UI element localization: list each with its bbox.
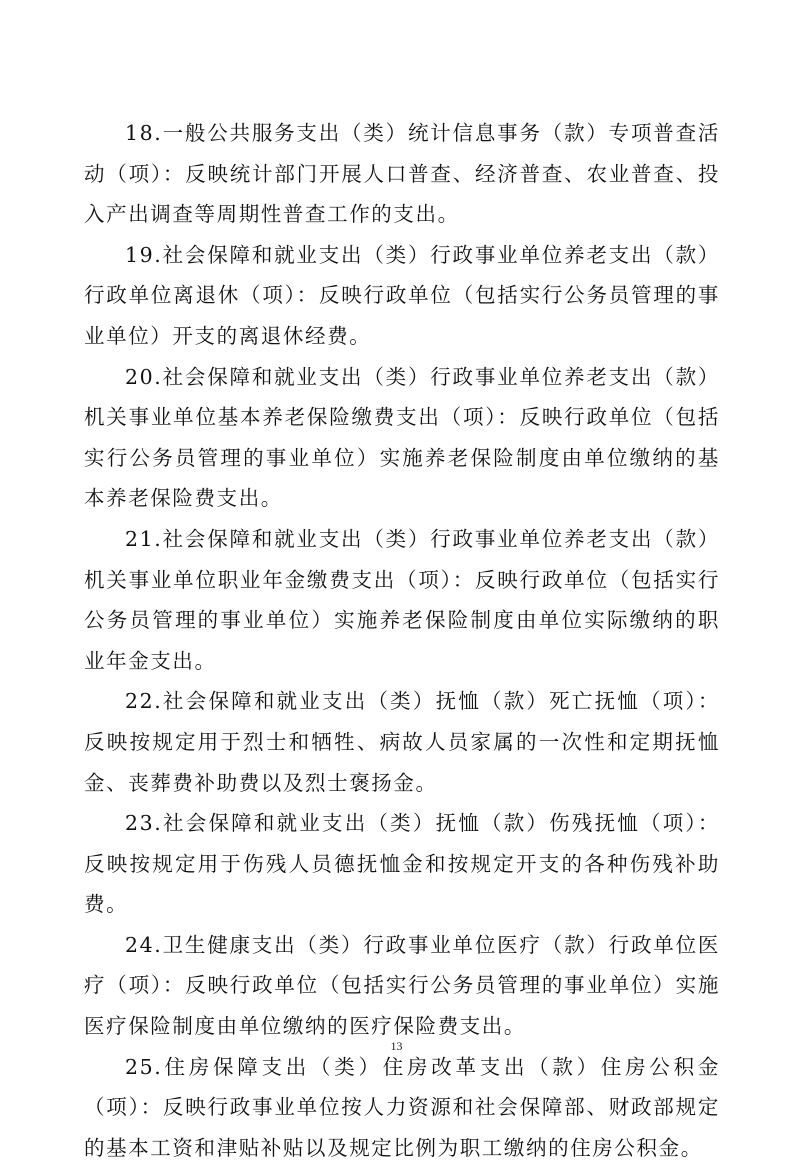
paragraph-item-18: 18.一般公共服务支出（类）统计信息事务（款）专项普查活动（项）：反映统计部门开展人口普查、经济普查、农业普查、投入产出调查等周期性普查工作的支出。 [84, 121, 720, 227]
paragraph-item-20: 20.社会保障和就业支出（类）行政事业单位养老支出（款）机关事业单位基本养老保险缴费支出（项）：反映行政单位（包括实行公务员管理的事业单位）实施养老保险制度由单位缴纳的基本养老保险费支出。 [84, 364, 720, 511]
document-body [84, 113, 720, 1168]
paragraph-item-25: 25.住房保障支出（类）住房改革支出（款）住房公积金（项）：反映行政事业单位按人力资源和社会保障部、财政部规定的基本工资和津贴补贴以及规定比例为职工缴纳的住房公积金。 [84, 1054, 720, 1160]
paragraph-item-19: 19.社会保障和就业支出（类）行政事业单位养老支出（款）行政单位离退休（项）：反映行政单位（包括实行公务员管理的事业单位）开支的离退休经费。 [84, 242, 720, 348]
paragraph-item-21: 21.社会保障和就业支出（类）行政事业单位养老支出（款）机关事业单位职业年金缴费支出（项）：反映行政单位（包括实行公务员管理的事业单位）实施养老保险制度由单位实际缴纳的职业年金支出。 [84, 526, 720, 673]
paragraph-item-24: 24.卫生健康支出（类）行政事业单位医疗（款）行政单位医疗（项）：反映行政单位（包括实行公务员管理的事业单位）实施医疗保险制度由单位缴纳的医疗保险费支出。 [84, 932, 720, 1039]
paragraph-item-23: 23.社会保障和就业支出（类）抚恤（款）伤残抚恤（项）：反映按规定用于伤残人员德抚恤金和按规定开支的各种伤残补助费。 [84, 811, 720, 917]
page-number: 13 [390, 1039, 403, 1053]
paragraph-item-22: 22.社会保障和就业支出（类）抚恤（款）死亡抚恤（项）：反映按规定用于烈士和牺牲、病故人员家属的一次性和定期抚恤金、丧葬费补助费以及烈士褒扬金。 [84, 689, 720, 795]
